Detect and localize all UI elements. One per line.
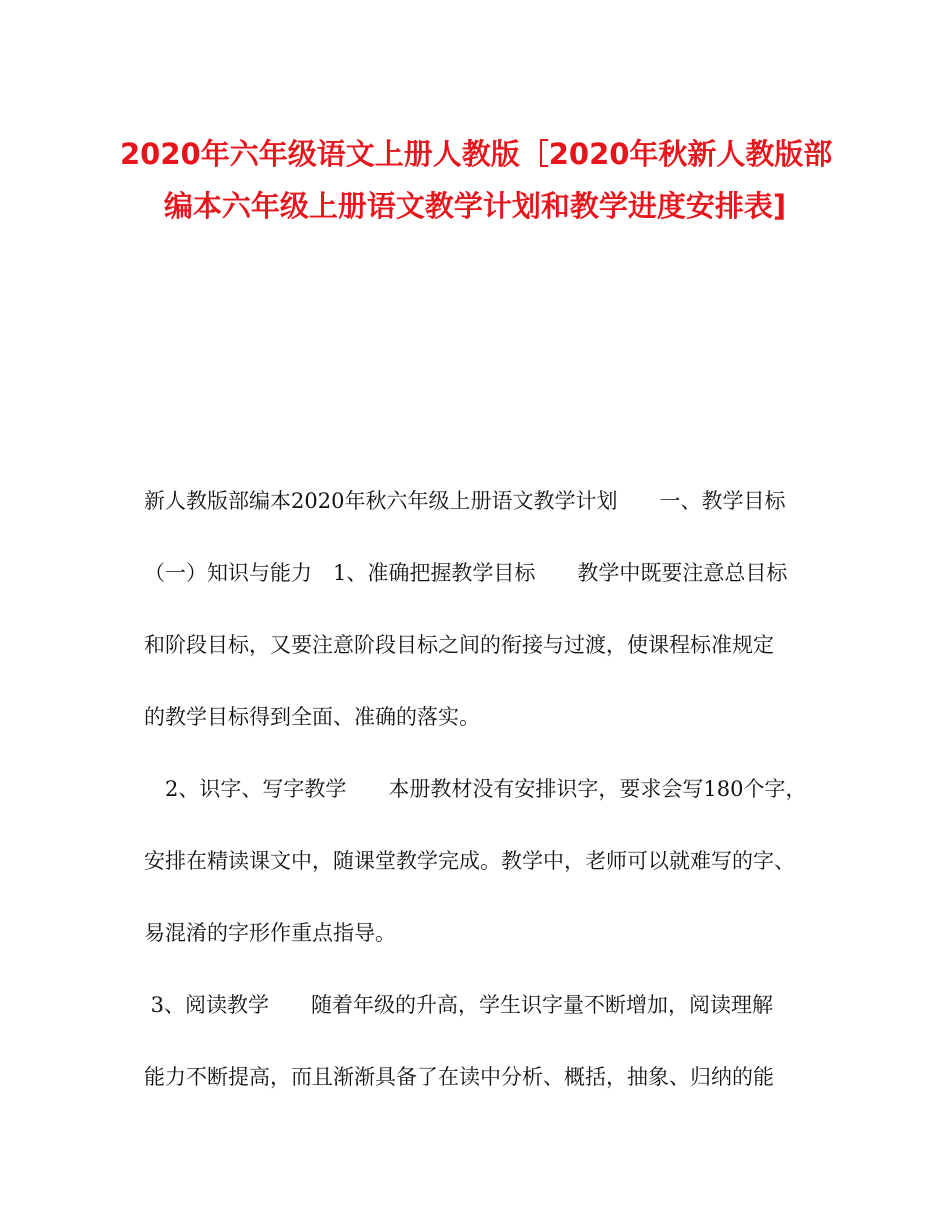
body-text-line: 的教学目标得到全面、准确的落实。 <box>144 705 480 729</box>
document-title-line-2: 编本六年级上册语文教学计划和教学进度安排表] <box>163 189 787 223</box>
body-text-line: 能力不断提高，而且渐渐具备了在读中分析、概括，抽象、归纳的能 <box>144 1065 774 1089</box>
body-text-line: 安排在精读课文中，随课堂教学完成。教学中，老师可以就难写的字、 <box>144 849 795 873</box>
body-text-line: 2、识字、写字教学 本册教材没有安排识字，要求会写180个字， <box>144 777 807 801</box>
body-text-line: 新人教版部编本2020年秋六年级上册语文教学计划 一、教学目标 <box>144 489 786 513</box>
body-text-line: （一）知识与能力 1、准确把握教学目标 教学中既要注意总目标 <box>144 561 788 585</box>
body-text-line: 3、阅读教学 随着年级的升高，学生识字量不断增加，阅读理解 <box>144 993 774 1017</box>
body-text-line: 和阶段目标，又要注意阶段目标之间的衔接与过渡，使课程标准规定 <box>144 633 774 657</box>
body-text-line: 易混淆的字形作重点指导。 <box>144 921 396 945</box>
document-title-line-1: 2020年六年级语文上册人教版［2020年秋新人教版部 <box>120 137 833 171</box>
